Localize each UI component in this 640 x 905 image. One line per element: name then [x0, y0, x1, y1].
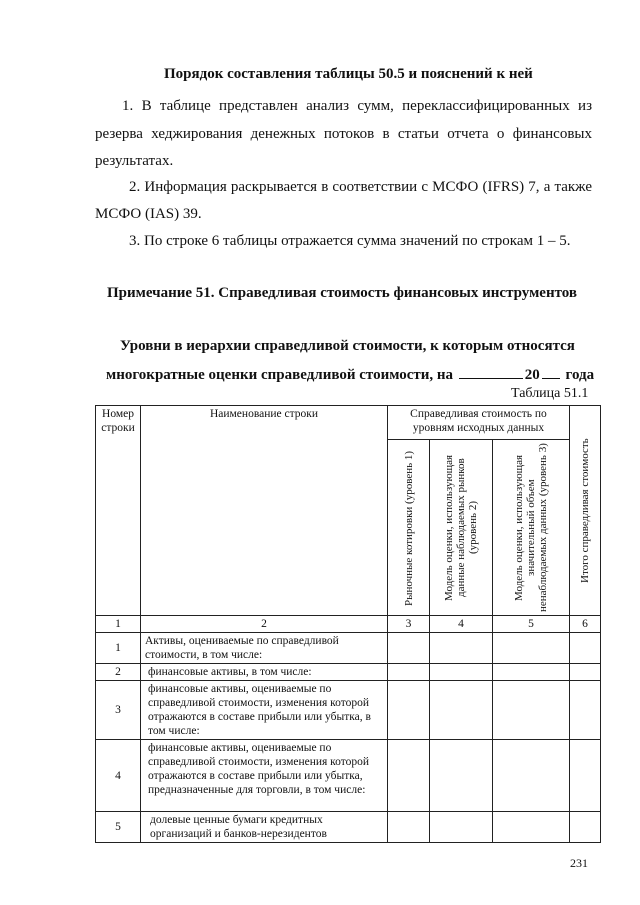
header-level-2-text: Модель оценки, использующая данные наблюдаемых рынков (уровень 2) — [443, 454, 479, 601]
table-label: Таблица 51.1 — [511, 386, 589, 401]
row-name: Активы, оцениваемые по справедливой стоимости, в том числе: — [141, 633, 388, 664]
header-level-3-text: Модель оценки, использующая значительный объем ненаблюдаемых данных (уровень 3) — [513, 443, 549, 612]
header-row-1 — [96, 406, 601, 440]
col-number-3: 3 — [388, 616, 430, 633]
page-number: 231 — [570, 856, 588, 870]
section-title: Порядок составления таблицы 50.5 и пояснений к ней — [164, 66, 533, 82]
paragraph-2-line-2: МСФО (IAS) 39. — [95, 206, 202, 222]
year-blank — [542, 366, 560, 379]
paragraph-1-line-1: 1. В таблице представлен анализ сумм, переклассифицированных из — [122, 98, 592, 114]
header-total — [570, 406, 601, 616]
value-cell — [388, 633, 430, 664]
row-name: финансовые активы, в том числе: — [141, 664, 388, 681]
value-cell — [493, 812, 570, 843]
header-level-1-text: Рыночные котировки (уровень 1) — [402, 449, 415, 606]
col-number-2: 2 — [141, 616, 388, 633]
row-number: 2 — [96, 664, 141, 681]
value-cell — [430, 633, 493, 664]
row-name: финансовые активы, оцениваемые по справедливой стоимости, изменения которой отражаются в составе прибыли или убытка, предназначенные для торговли, в том числе: — [141, 740, 388, 812]
value-cell — [388, 664, 430, 681]
value-cell — [388, 681, 430, 740]
year-word: года — [565, 367, 595, 383]
col-number-4: 4 — [430, 616, 493, 633]
header-row-number: Номер строки — [96, 406, 141, 616]
row-number: 3 — [96, 681, 141, 740]
column-numbers-row — [96, 616, 601, 633]
value-cell — [493, 664, 570, 681]
value-cell — [493, 740, 570, 812]
value-cell — [388, 740, 430, 812]
date-blank — [459, 366, 523, 379]
header-level-3 — [493, 440, 570, 616]
row-number: 5 — [96, 812, 141, 843]
paragraph-1-line-2: резерва хеджирования денежных потоков в статьи отчета о финансовых — [95, 126, 592, 142]
table-row — [96, 664, 601, 681]
header-group: Справедливая стоимость по уровням исходных данных — [388, 406, 570, 440]
value-cell — [430, 664, 493, 681]
header-level-1 — [388, 440, 430, 616]
table-row — [96, 681, 601, 740]
levels-title-text: многократные оценки справедливой стоимости, на — [106, 367, 454, 383]
levels-title-line-2 — [106, 366, 594, 384]
value-cell — [430, 681, 493, 740]
value-cell — [570, 740, 601, 812]
table-row — [96, 633, 601, 664]
year-prefix: 20 — [524, 367, 540, 383]
header-level-2 — [430, 440, 493, 616]
fair-value-table — [95, 405, 601, 843]
paragraph-1-line-3: результатах. — [95, 153, 174, 169]
value-cell — [388, 812, 430, 843]
paragraph-3: 3. По строке 6 таблицы отражается сумма значений по строкам 1 – 5. — [129, 233, 571, 249]
paragraph-2-line-1: 2. Информация раскрывается в соответствии с МСФО (IFRS) 7, а также — [129, 179, 592, 195]
value-cell — [430, 740, 493, 812]
value-cell — [570, 664, 601, 681]
header-total-text: Итого справедливая стоимость — [579, 438, 591, 583]
row-number: 4 — [96, 740, 141, 812]
note-title: Примечание 51. Справедливая стоимость финансовых инструментов — [107, 285, 578, 301]
value-cell — [430, 812, 493, 843]
col-number-5: 5 — [493, 616, 570, 633]
value-cell — [570, 681, 601, 740]
levels-title-line-1: Уровни в иерархии справедливой стоимости, к которым относятся — [120, 338, 575, 354]
row-number: 1 — [96, 633, 141, 664]
value-cell — [570, 812, 601, 843]
col-number-1: 1 — [96, 616, 141, 633]
table-row — [96, 812, 601, 843]
table-row — [96, 740, 601, 812]
row-name: финансовые активы, оцениваемые по справедливой стоимости, изменения которой отражаются в составе прибыли или убытка, в том числе: — [141, 681, 388, 740]
header-row-name: Наименование строки — [141, 406, 388, 616]
value-cell — [493, 633, 570, 664]
col-number-6: 6 — [570, 616, 601, 633]
row-name: долевые ценные бумаги кредитных организаций и банков-нерезидентов — [141, 812, 388, 843]
value-cell — [493, 681, 570, 740]
value-cell — [570, 633, 601, 664]
